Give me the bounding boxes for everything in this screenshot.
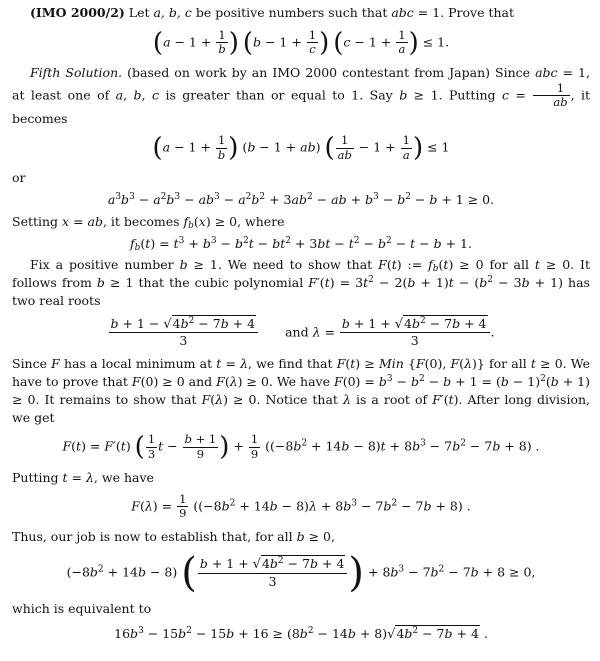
final-inequality: $16b^3 - 15b^2 - 15b + 16 \ge (8b^2 - 14b + 8)√4b^2 - 7b + 4$ . (114, 625, 488, 642)
fb-definition: $f_b(t) = t^3 + b^3 - b^2t - bt^2 + 3bt - t^2 - b^2 - t - b + 1$. (130, 235, 472, 253)
equiv-text: which is equivalent to (12, 601, 152, 617)
main-inequality: (a − 1 + $\frac{1}{b}$ ) (b − 1 + $\frac{1}{c}$ ) (c − 1 + $\frac{1}{a}$ ) ≤ 1. (152, 27, 450, 58)
long-division-equation: F(t) = F′(t) ( $\frac{1}{3}$ t − $\frac{b + 1}{9}$ ) + $\frac{1}{9}$ $((-8b^2 + 14b - 8)t + 8b^3 - 7b^2 - 7b + 8)$ . (62, 432, 540, 463)
f-lambda-equation: F(λ) = $\frac{1}{9}$ $((-8b^2 + 14b - 8)\lambda + 8b^3 - 7b^2 - 7b + 8)$ . (131, 492, 471, 521)
or-word: or (12, 170, 26, 186)
problem-tag: (IMO 2000/2) (30, 5, 125, 20)
since-text: Since F has a local minimum at t = λ, we find that F(t) ≥ Min {F(0), F(λ)} for all t ≥ 0. We have to prove that F(0) ≥ 0 and F(λ) ≥ 0. We have $F(0) = b^3 - b^2 - b + 1 = (b - 1)^2(b + 1) \ge 0$. It remains to show that F(λ) ≥ 0. Notice that λ is a root of F′(t). After long division, we get (12, 356, 591, 425)
solution-intro: Fifth Solution. (based on work by an IMO 2000 contestant from Japan) Since abc = 1, at least one of a, b, c is greater than or equal to 1. Say b ≥ 1. Putting c = $\frac{1}{ab}$ , it becomes (12, 64, 591, 126)
setting-text: Setting x = ab, it becomes $f_b(x) \ge 0$, where (12, 213, 285, 231)
solution-label: Fifth Solution. (30, 64, 123, 80)
target-inequality: $(-8b^2 + 14b - 8)$ ( $\frac{b + 1 + √4b^2 - 7b + 4}{3}$ ) + $8b^3 - 7b^2 - 7b + 8 \ge 0$, (66, 550, 536, 597)
thus-text: Thus, our job is now to establish that, for all b ≥ 0, (12, 529, 335, 545)
fix-text: Fix a positive number b ≥ 1. We need to show that F(t) := $f_b(t) \ge 0$ for all t ≥ 0. It follows from b ≥ 1 that the cubic polynomial $F'(t) = 3t^2 - 2(b + 1)t - (b^2 - 3b + 1)$ has two real roots (12, 257, 591, 308)
putting-text: Putting t = λ, we have (12, 469, 154, 485)
polynomial-inequality: $a^3b^3 - a^2b^3 - ab^3 - a^2b^2 + 3ab^2$ − ab + $b^3 - b^2 - b + 1 \ge 0$. (107, 192, 495, 208)
problem-statement: (IMO 2000/2) Let a, b, c be positive numbers such that abc = 1. Prove that (30, 5, 515, 20)
roots-equation: $\frac{b + 1 - √4b^2 - 7b + 4}{3}$ and λ = $\frac{b + 1 + √4b^2 - 7b + 4}{3}$ . (110, 315, 495, 349)
substituted-inequality: (a − 1 + $\frac{1}{b}$ ) (b − 1 + ab) ( $\frac{1}{ab}$ − 1 + $\frac{1}{a}$ ) ≤ 1 (152, 133, 450, 164)
and-word: and (285, 324, 309, 340)
